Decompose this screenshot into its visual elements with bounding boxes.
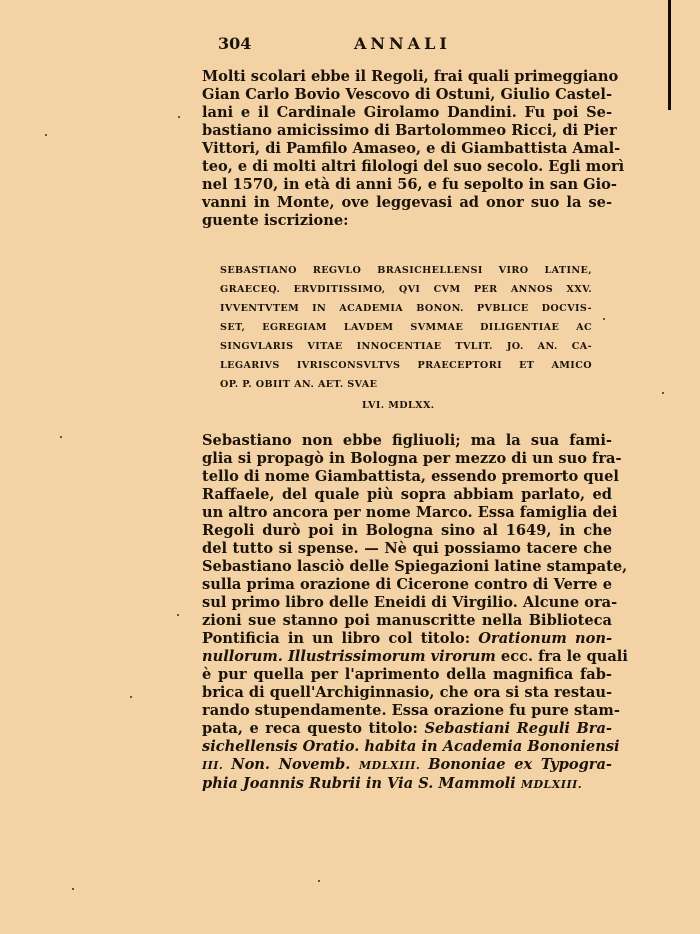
text-line [202, 738, 620, 756]
text-line [202, 612, 612, 630]
numeral-text: MDLXIII. [520, 778, 583, 791]
text-segment: un altro ancora per nome Marco. Essa famiglia dei [202, 504, 618, 521]
print-speck [60, 436, 62, 438]
text-line: vanni in Monte, ove leggevasi ad onor suo la se- [202, 194, 612, 211]
paragraph-1 [202, 68, 625, 230]
text-segment: zioni sue stanno poi manuscritte nella Biblioteca [202, 612, 612, 629]
italic-text: Bononiae ex Typogra- [428, 756, 612, 773]
print-speck [72, 888, 74, 890]
italic-text: Orationum non- [478, 630, 612, 647]
text-line [202, 702, 620, 720]
text-segment: ecc. fra le quali [495, 648, 628, 665]
text-segment: tello di nome Giambattista, essendo premorto quel [202, 468, 619, 485]
italic-text: phia Joannis Rubrii in Via S. Mammoli [202, 775, 521, 792]
inscription-date-line: LVI. MDLXX. [362, 400, 435, 411]
text-segment: è pur quella per l'aprimento della magnifica fab- [202, 666, 612, 683]
funerary-inscription [220, 261, 592, 411]
text-segment: Pontificia in un libro col titolo: [202, 630, 479, 647]
text-segment: Sebastiano lasciò delle Spiegazioni latine stampate, [202, 558, 628, 575]
text-line [202, 648, 628, 666]
italic-text: nullorum. Illustrissimorum virorum [202, 648, 496, 665]
text-line [202, 684, 612, 702]
text-segment: Regoli durò poi in Bologna sino al 1649, in che [202, 522, 612, 539]
text-line [202, 522, 612, 540]
inscription-line: SET, EGREGIAM LAVDEM SVMMAE DILIGENTIAE AC [220, 322, 592, 333]
text-segment: rando stupendamente. Essa orazione fu pure stam- [202, 702, 620, 719]
text-line [202, 594, 618, 612]
italic-text: Sebastiani Reguli Bra- [424, 720, 612, 737]
inscription-line: SEBASTIANO REGVLO BRASICHELLENSI VIRO LATINE, [220, 265, 592, 276]
text-line: nel 1570, in età di anni 56, e fu sepolto in san Gio- [202, 176, 617, 193]
text-line [202, 540, 612, 558]
text-segment: Sebastiano non ebbe figliuoli; ma la sua fami- [202, 432, 612, 449]
text-segment: sul primo libro delle Eneidi di Virgilio. Alcune ora- [202, 594, 618, 611]
text-line: Gian Carlo Bovio Vescovo di Ostuni, Giulio Castel- [202, 86, 612, 103]
text-segment: brica di quell'Archiginnasio, che ora si sta restau- [202, 684, 612, 701]
text-line [202, 486, 612, 504]
text-segment: glia si propagò in Bologna per mezzo di un suo fra- [202, 450, 622, 467]
inscription-line: GRAECEQ. ERVDITISSIMO, QVI CVM PER ANNOS XXV. [220, 284, 592, 295]
text-line [202, 630, 612, 648]
text-line [202, 666, 612, 684]
text-segment: del tutto si spense. — Nè qui possiamo tacere che [202, 540, 612, 557]
inscription-line: SINGVLARIS VITAE INNOCENTIAE TVLIT. JO. AN. CA- [220, 341, 592, 352]
text-line [202, 468, 619, 486]
print-speck [178, 116, 180, 118]
text-line: teo, e di molti altri filologi del suo secolo. Egli morì [202, 158, 625, 175]
print-speck [662, 392, 664, 394]
text-line: Molti scolari ebbe il Regoli, frai quali primeggiano [202, 68, 619, 85]
text-segment: sulla prima orazione di Cicerone contro di Verre e [202, 576, 612, 593]
page-number: 304 [218, 34, 252, 53]
print-speck [603, 318, 605, 320]
print-speck [45, 134, 47, 136]
print-speck [130, 696, 132, 698]
numeral-text: III. [202, 759, 232, 772]
text-segment: pata, e reca questo titolo: [202, 720, 425, 737]
page-edge-shadow [668, 0, 671, 110]
text-line: guente iscrizione: [202, 212, 349, 229]
text-line [202, 504, 618, 522]
text-line [202, 576, 612, 594]
text-line [202, 432, 612, 450]
numeral-text: MDLXIII. [358, 759, 429, 772]
italic-text: sichellensis Oratio. habita in Academia Bononiensi [202, 738, 620, 755]
italic-text: Non. Novemb. [231, 756, 359, 773]
text-line [202, 450, 622, 468]
paragraph-2 [202, 432, 628, 794]
inscription-line: IVVENTVTEM IN ACADEMIA BONON. PVBLICE DOCVIS- [220, 303, 592, 314]
text-line: Vittori, di Pamfilo Amaseo, e di Giambattista Amal- [202, 140, 621, 157]
text-line [202, 720, 612, 738]
text-line [202, 756, 612, 775]
text-line [202, 775, 612, 794]
inscription-line: LEGARIVS IVRISCONSVLTVS PRAECEPTORI ET AMICO [220, 360, 592, 371]
inscription-line: OP. P. OBIIT AN. AET. SVAE [220, 379, 378, 390]
page-header [218, 34, 518, 56]
text-segment: Raffaele, del quale più sopra abbiam parlato, ed [202, 486, 612, 503]
text-line [202, 558, 628, 576]
running-title: ANNALI [354, 34, 451, 53]
print-speck [318, 880, 320, 882]
text-line: bastiano amicissimo di Bartolommeo Ricci, di Pier [202, 122, 617, 139]
text-line: lani e il Cardinale Girolamo Dandini. Fu poi Se- [202, 104, 612, 121]
print-speck [177, 614, 179, 616]
